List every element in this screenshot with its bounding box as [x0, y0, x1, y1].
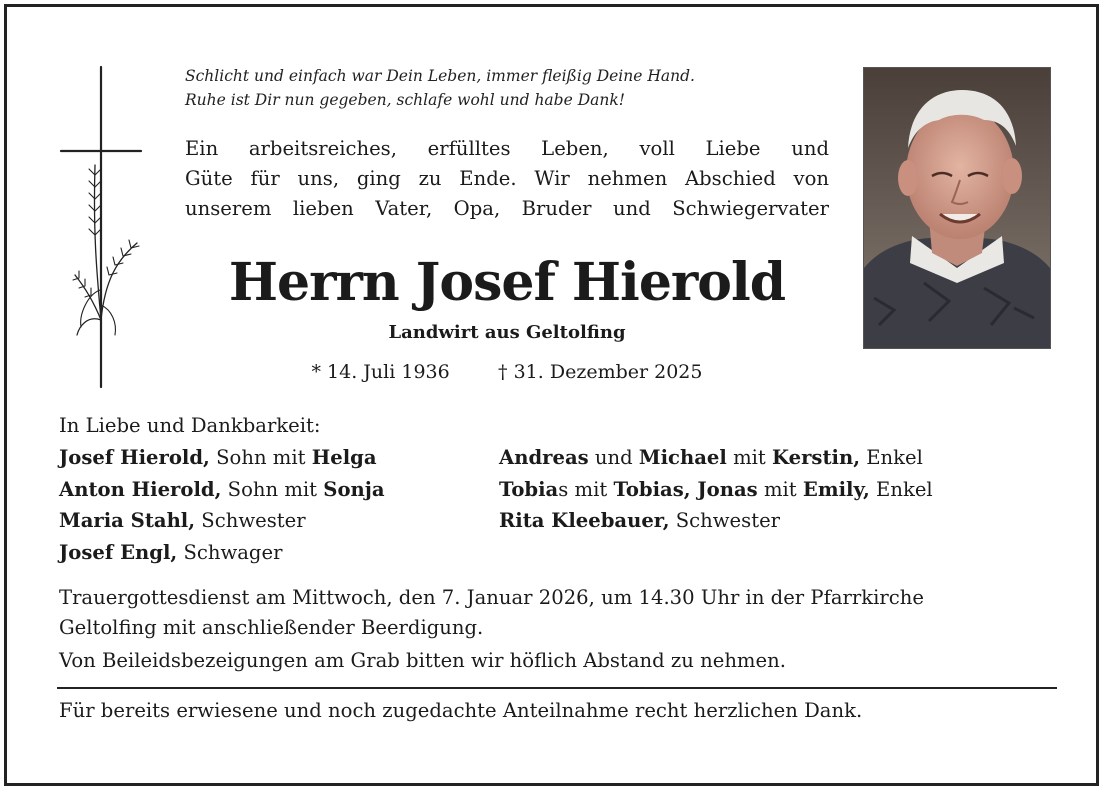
birth-date: * 14. Juli 1936 — [311, 361, 450, 383]
mourners-title: In Liebe und Dankbarkeit: — [59, 414, 321, 437]
poem-text — [185, 64, 845, 112]
thanks-text: Für bereits erwiesene und noch zugedachte Anteilnahme recht herzlichen Dank. — [59, 699, 863, 722]
mourner-relation: Schwester — [669, 509, 781, 532]
intro-line-2: Güte für uns, ging zu Ende. Wir nehmen Abschied von — [185, 167, 829, 190]
mourner-relation: Enkel — [860, 446, 923, 469]
intro-text — [185, 134, 829, 224]
mourner-name: Michael — [638, 446, 727, 469]
mourner-row — [59, 474, 385, 506]
death-date: † 31. Dezember 2025 — [498, 361, 703, 383]
mourner-relation: Schwager — [177, 540, 283, 564]
mourners-right-column — [499, 442, 933, 537]
mourner-name: Rita Kleebauer, — [499, 509, 670, 532]
mourners-left-column — [59, 442, 385, 568]
mourner-name: Kerstin, — [772, 446, 861, 469]
mourner-relation: Schwester — [195, 509, 306, 532]
portrait-image — [864, 68, 1050, 348]
obituary-notice — [4, 4, 1099, 786]
service-line-1: Trauergottesdienst am Mittwoch, den 7. Januar 2026, um 14.30 Uhr in der Pfarrkirche — [59, 586, 924, 609]
portrait-photo — [863, 67, 1051, 349]
mourner-name: Tobia — [499, 477, 559, 501]
mourner-row — [499, 442, 933, 474]
mourner-name: Sonja — [323, 477, 385, 501]
divider — [57, 687, 1057, 689]
mourner-relation: Sohn mit — [209, 446, 312, 469]
service-info — [59, 583, 1059, 676]
intro-line-1: Ein arbeitsreiches, erfülltes Leben, voll Liebe und — [185, 137, 829, 160]
mourner-name: Andreas — [499, 446, 589, 469]
mourner-row — [59, 442, 385, 474]
poem-line-2: Ruhe ist Dir nun gegeben, schlafe wohl und habe Dank! — [185, 91, 625, 109]
mourner-relation: Enkel — [869, 477, 933, 501]
poem-line-1: Schlicht und einfach war Dein Leben, immer fleißig Deine Hand. — [185, 67, 695, 85]
mourner-row — [59, 537, 385, 569]
deceased-occupation: Landwirt aus Geltolfing — [388, 322, 626, 343]
intro-line-3: unserem lieben Vater, Opa, Bruder und Schwiegervater — [185, 197, 829, 220]
mourner-name: Josef Hierold, — [59, 446, 210, 469]
service-line-2: Geltolfing mit anschließender Beerdigung. — [59, 616, 484, 639]
condolence-note: Von Beileidsbezeigungen am Grab bitten wir höflich Abstand zu nehmen. — [59, 649, 786, 672]
cross-with-wheat-icon — [57, 65, 157, 395]
mourner-relation: s mit — [558, 477, 614, 501]
mourner-row — [59, 505, 385, 537]
mourner-name: Tobias, Jonas — [613, 477, 758, 501]
mourner-relation: Sohn mit — [221, 477, 324, 501]
mourner-name: Maria Stahl, — [59, 509, 196, 532]
mourner-relation: mit — [757, 477, 803, 501]
life-dates — [207, 358, 807, 386]
mourner-name: Helga — [311, 446, 377, 469]
mourner-relation: mit — [726, 446, 773, 469]
mourner-name: Emily, — [802, 477, 870, 501]
mourner-name: Josef Engl, — [59, 540, 178, 564]
mourner-name: Anton Hierold, — [59, 477, 222, 501]
mourner-row — [499, 505, 933, 537]
deceased-name: Herrn Josef Hierold — [228, 252, 786, 313]
mourner-relation: und — [588, 446, 639, 469]
mourner-row — [499, 474, 933, 506]
